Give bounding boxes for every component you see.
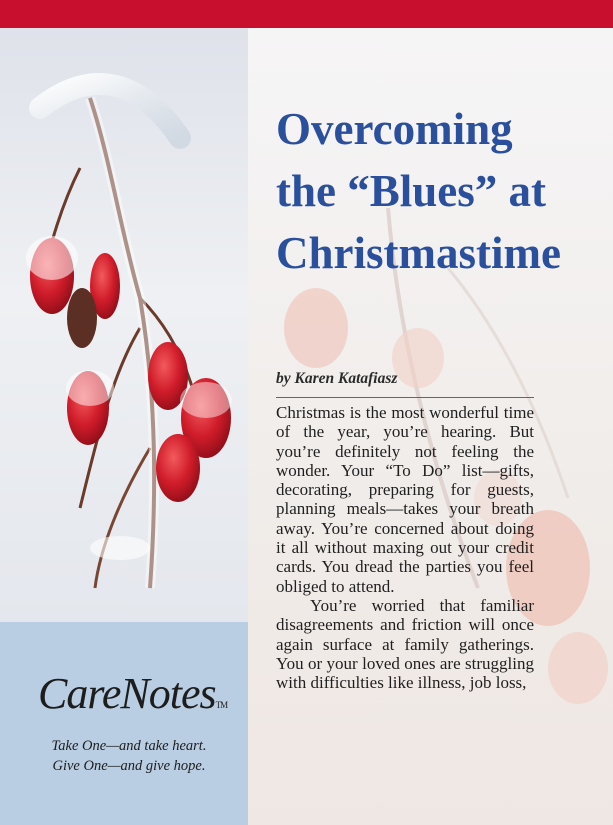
- title-line-3: Christmastime: [276, 228, 561, 278]
- title-line-1: Overcoming: [276, 104, 513, 154]
- page-title: [276, 98, 606, 284]
- logo-text: CareNotes: [38, 669, 216, 718]
- byline-divider: [276, 397, 534, 398]
- brand-panel: [0, 622, 248, 825]
- title-line-2: the “Blues” at: [276, 166, 546, 216]
- top-red-bar: [0, 0, 613, 28]
- icy-red-berries-photo: [0, 28, 248, 625]
- paragraph: You’re worried that familiar disagreements and friction will once again surface at family gatherings. You or your loved ones are struggling with difficulties like illness, job loss,: [276, 595, 534, 693]
- trademark-mark: TM: [215, 700, 228, 710]
- author-byline: by Karen Katafiasz: [276, 370, 398, 387]
- paragraph: Christmas is the most wonderful time of the year, you’re hearing. But you’re definitely not feeling the wonder. Your “To Do” list—gifts, decorating, preparing for guests, planning meals—takes your breath away. You’re concerned about doing it all without maxing out your credit cards. You dread the parties you feel obliged to attend.: [276, 403, 534, 596]
- article-body: [276, 403, 534, 692]
- tagline-line-2: Give One—and give hope.: [52, 758, 206, 774]
- tagline-line-1: Take One—and take heart.: [51, 738, 207, 754]
- berries-photo: [0, 28, 248, 625]
- carenotes-logo: [38, 668, 227, 719]
